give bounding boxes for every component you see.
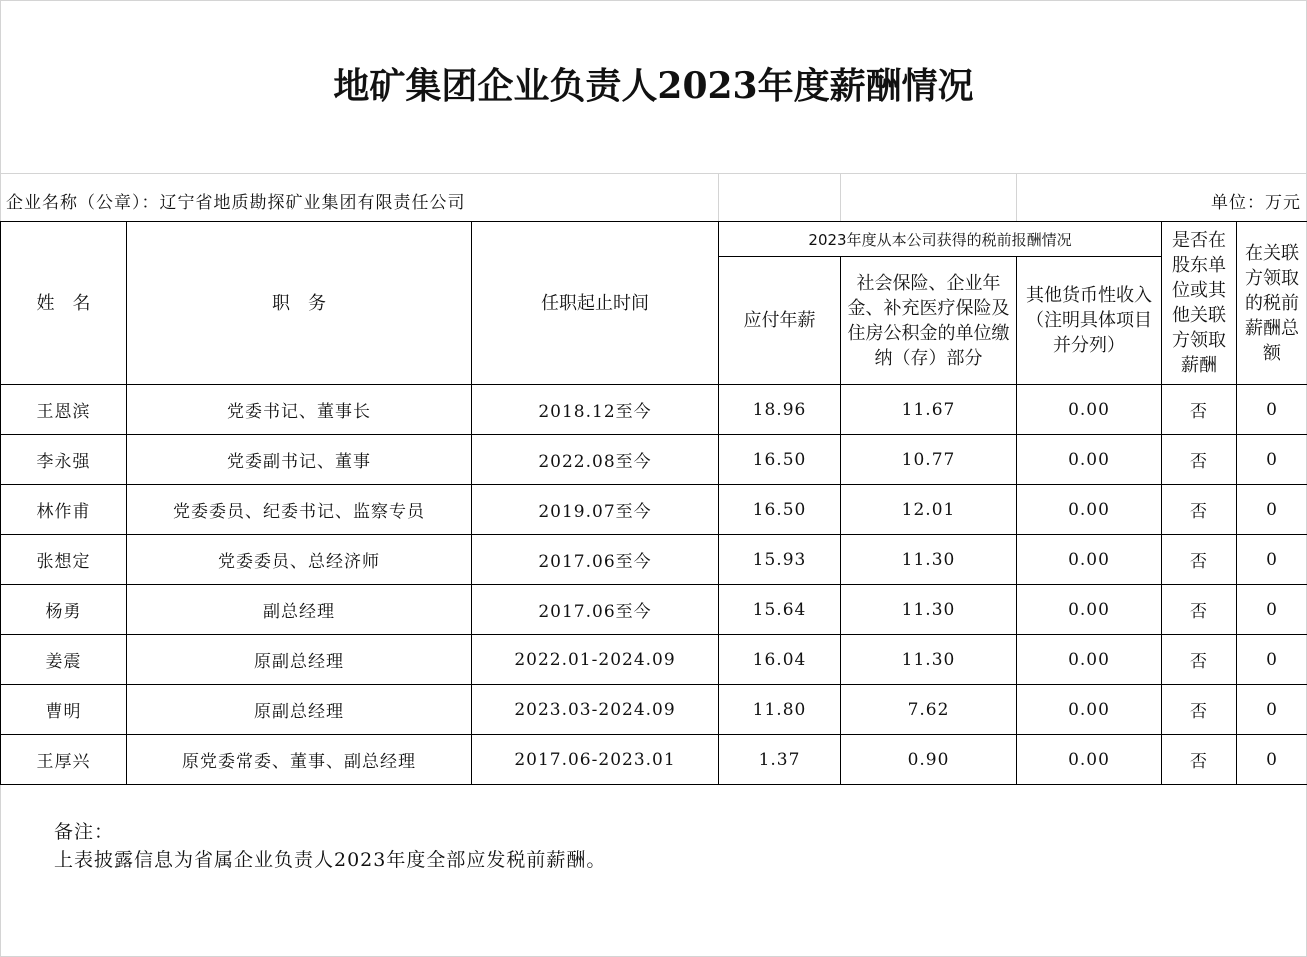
grid-line	[840, 174, 841, 222]
table-row	[1, 535, 1307, 585]
cell-related-total: 0	[1237, 385, 1307, 435]
grid-line	[718, 174, 719, 222]
cell-related-total: 0	[1237, 735, 1307, 785]
page-title: 地矿集团企业负责人2023年度薪酬情况	[333, 65, 974, 107]
cell-position: 原党委常委、董事、副总经理	[127, 735, 472, 785]
cell-other: 0.00	[1017, 635, 1162, 685]
cell-position: 原副总经理	[127, 635, 472, 685]
cell-term: 2018.12至今	[472, 385, 719, 435]
table-row	[1, 735, 1307, 785]
table-row	[1, 385, 1307, 435]
cell-salary: 18.96	[719, 385, 841, 435]
cell-salary: 11.80	[719, 685, 841, 735]
cell-name: 林作甫	[1, 485, 127, 535]
cell-other: 0.00	[1017, 585, 1162, 635]
cell-related: 否	[1162, 685, 1237, 735]
cell-insurance: 11.30	[841, 635, 1017, 685]
cell-salary: 1.37	[719, 735, 841, 785]
cell-insurance: 7.62	[841, 685, 1017, 735]
header-name: 姓 名	[1, 222, 127, 385]
company-info-row	[0, 173, 1307, 222]
cell-insurance: 10.77	[841, 435, 1017, 485]
cell-related-total: 0	[1237, 635, 1307, 685]
unit-label: 单位：万元	[1211, 193, 1301, 213]
cell-term: 2017.06至今	[472, 535, 719, 585]
cell-position: 党委副书记、董事	[127, 435, 472, 485]
cell-related: 否	[1162, 735, 1237, 785]
cell-other: 0.00	[1017, 485, 1162, 535]
cell-related-total: 0	[1237, 435, 1307, 485]
table-row	[1, 635, 1307, 685]
cell-salary: 16.50	[719, 485, 841, 535]
cell-related: 否	[1162, 485, 1237, 535]
cell-name: 杨勇	[1, 585, 127, 635]
header-other-income: 其他货币性收入（注明具体项目并分列）	[1017, 257, 1162, 385]
header-related-total: 在关联方领取的税前薪酬总额	[1237, 222, 1307, 385]
cell-name: 曹明	[1, 685, 127, 735]
cell-other: 0.00	[1017, 435, 1162, 485]
table-body	[1, 385, 1307, 785]
table-row	[1, 485, 1307, 535]
cell-name: 李永强	[1, 435, 127, 485]
cell-other: 0.00	[1017, 735, 1162, 785]
grid-line	[1016, 174, 1017, 222]
company-name: 企业名称（公章）：辽宁省地质勘探矿业集团有限责任公司	[6, 193, 466, 213]
cell-term: 2023.03-2024.09	[472, 685, 719, 735]
cell-term: 2017.06至今	[472, 585, 719, 635]
notes-text: 上表披露信息为省属企业负责人2023年度全部应发税前薪酬。	[54, 849, 607, 871]
cell-related-total: 0	[1237, 685, 1307, 735]
cell-other: 0.00	[1017, 535, 1162, 585]
header-term: 任职起止时间	[472, 222, 719, 385]
cell-related-total: 0	[1237, 585, 1307, 635]
cell-salary: 15.93	[719, 535, 841, 585]
notes	[54, 818, 606, 874]
cell-name: 王恩滨	[1, 385, 127, 435]
cell-related: 否	[1162, 535, 1237, 585]
table-row	[1, 435, 1307, 485]
salary-table	[0, 221, 1307, 785]
cell-name: 张想定	[1, 535, 127, 585]
cell-term: 2022.01-2024.09	[472, 635, 719, 685]
cell-position: 副总经理	[127, 585, 472, 635]
header-pretax-group: 2023年度从本公司获得的税前报酬情况	[719, 222, 1162, 257]
header-salary: 应付年薪	[719, 257, 841, 385]
cell-term: 2019.07至今	[472, 485, 719, 535]
cell-salary: 15.64	[719, 585, 841, 635]
table-row	[1, 585, 1307, 635]
cell-position: 党委委员、总经济师	[127, 535, 472, 585]
cell-salary: 16.50	[719, 435, 841, 485]
header-related-party: 是否在股东单位或其他关联方领取薪酬	[1162, 222, 1237, 385]
cell-related: 否	[1162, 435, 1237, 485]
table-row	[1, 685, 1307, 735]
cell-related: 否	[1162, 385, 1237, 435]
cell-term: 2022.08至今	[472, 435, 719, 485]
cell-other: 0.00	[1017, 685, 1162, 735]
cell-term: 2017.06-2023.01	[472, 735, 719, 785]
cell-name: 姜震	[1, 635, 127, 685]
cell-other: 0.00	[1017, 385, 1162, 435]
cell-insurance: 12.01	[841, 485, 1017, 535]
cell-related-total: 0	[1237, 535, 1307, 585]
cell-insurance: 11.30	[841, 585, 1017, 635]
cell-insurance: 11.67	[841, 385, 1017, 435]
table-header	[1, 222, 1307, 385]
header-insurance: 社会保险、企业年金、补充医疗保险及住房公积金的单位缴纳（存）部分	[841, 257, 1017, 385]
cell-insurance: 11.30	[841, 535, 1017, 585]
cell-position: 原副总经理	[127, 685, 472, 735]
cell-position: 党委委员、纪委书记、监察专员	[127, 485, 472, 535]
cell-insurance: 0.90	[841, 735, 1017, 785]
cell-position: 党委书记、董事长	[127, 385, 472, 435]
cell-related: 否	[1162, 585, 1237, 635]
notes-label: 备注：	[54, 821, 115, 843]
cell-salary: 16.04	[719, 635, 841, 685]
header-position: 职 务	[127, 222, 472, 385]
cell-related-total: 0	[1237, 485, 1307, 535]
cell-name: 王厚兴	[1, 735, 127, 785]
cell-related: 否	[1162, 635, 1237, 685]
